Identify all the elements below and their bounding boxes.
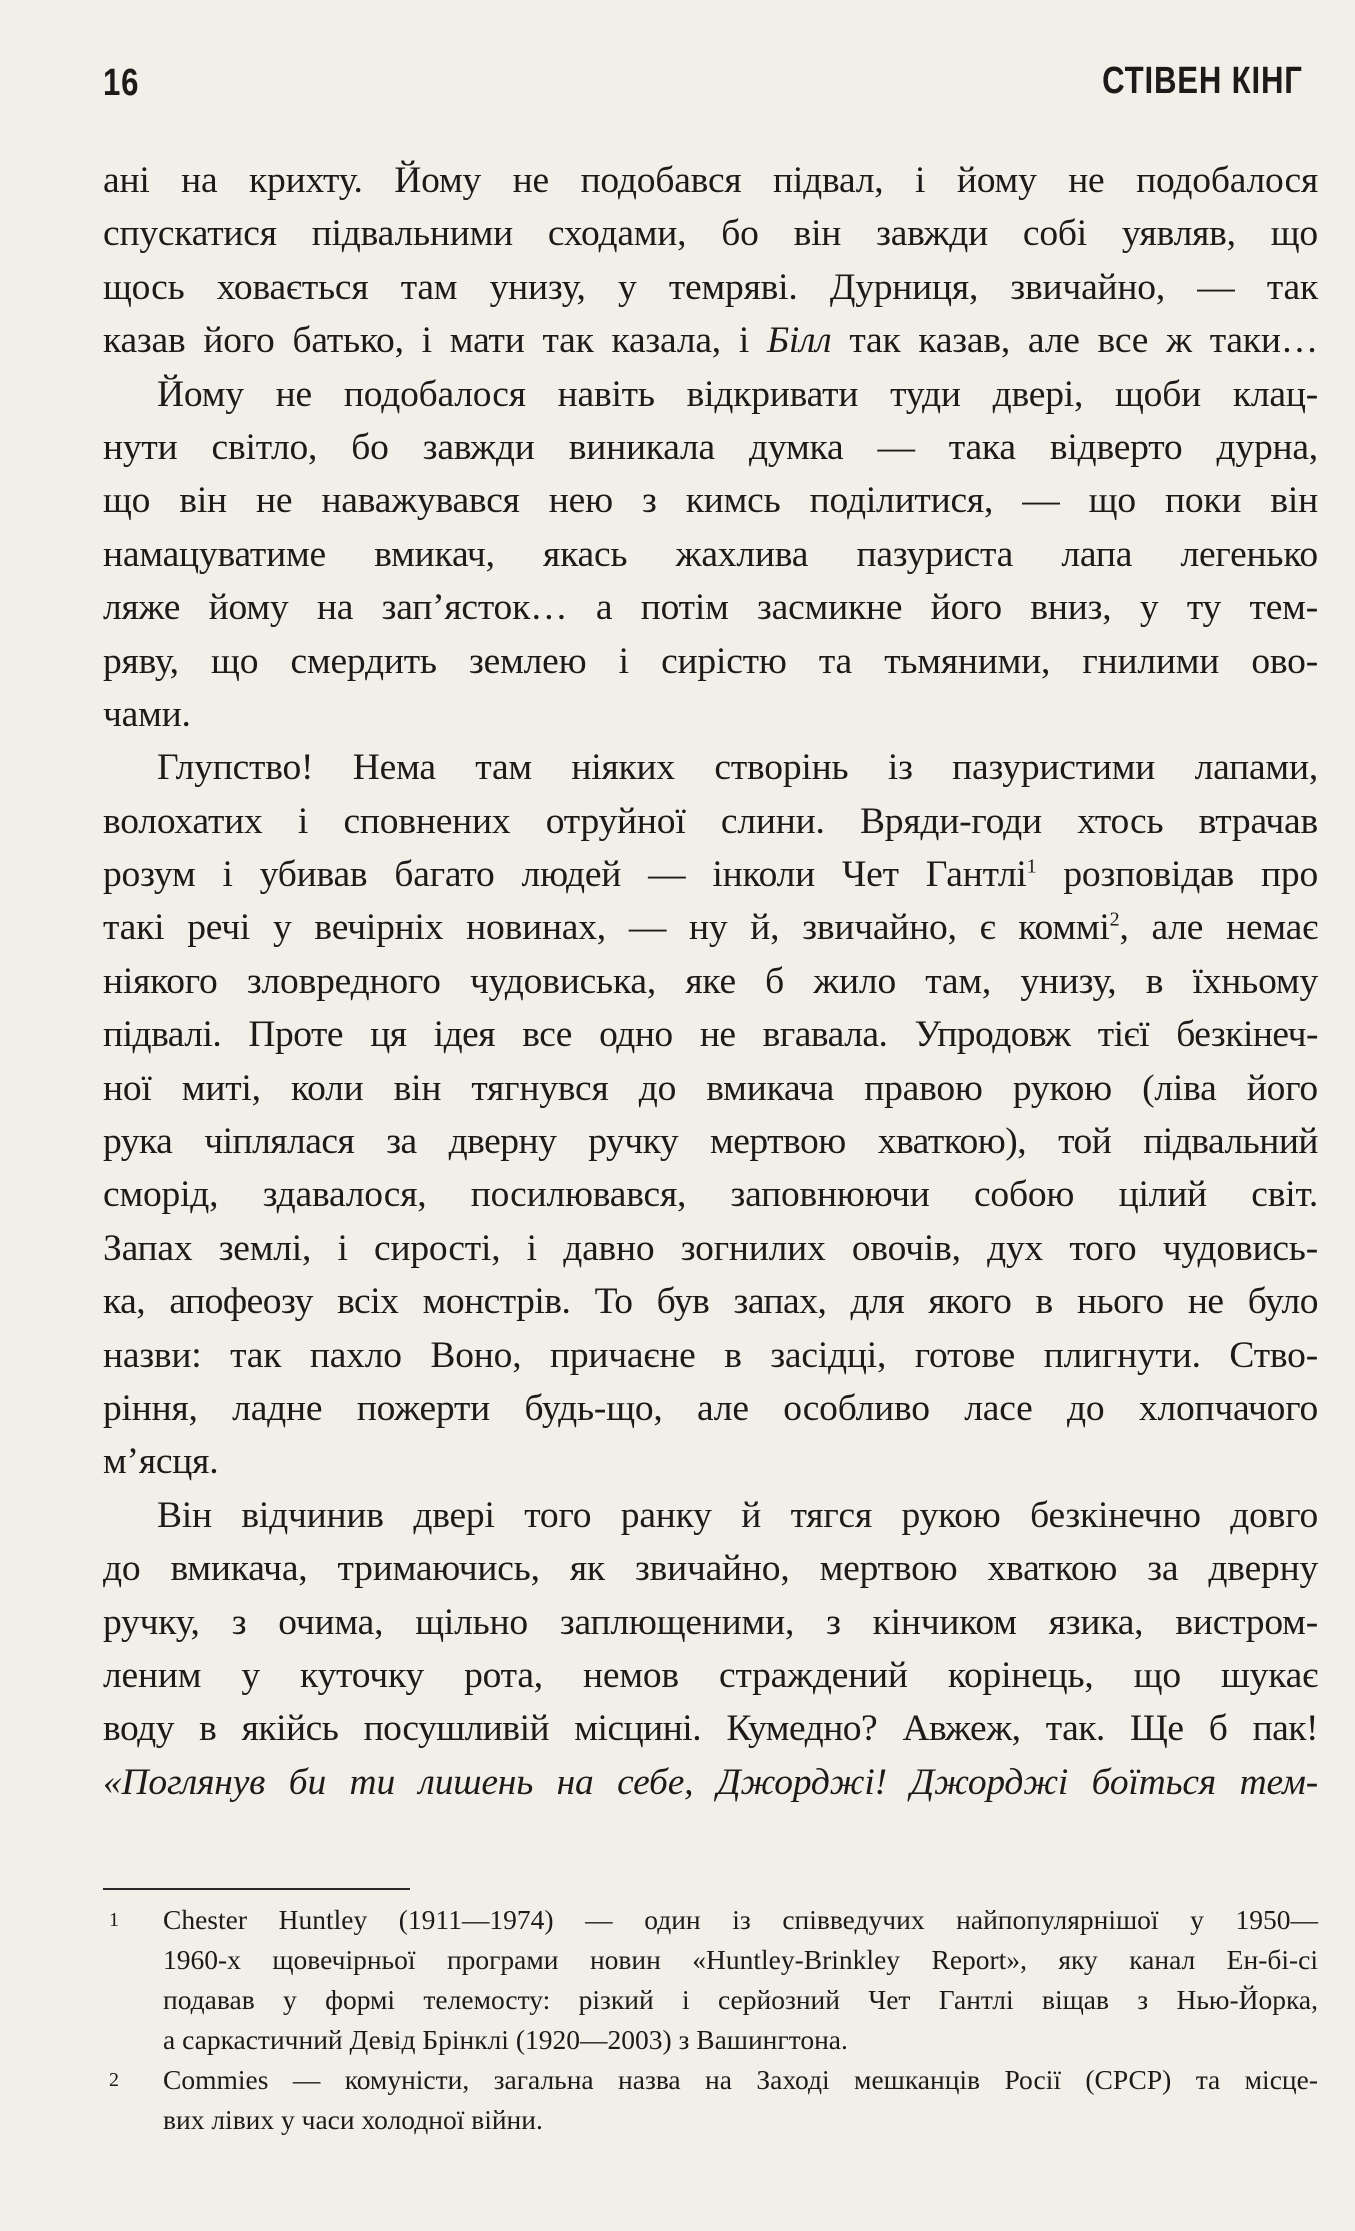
text-line [103,848,1318,901]
text-line: Глупство! Нема там ніяких створінь із пазуристими лапами, [157,747,1318,789]
text-run: розповідав про [1036,854,1318,896]
footnote-line: 1960-х щовечірньої програми новин «Huntley-Brinkley Report», яку канал Ен-бі-сі [163,1944,1318,1975]
text-line: ряву, що смердить землею і сирістю та тьмяними, гнилими ово- [103,640,1318,682]
text-line: нути світло, бо завжди виникала думка — така відверто дурна, [103,426,1318,468]
footnote-ref-2: 2 [1109,908,1120,931]
footnote-line: а саркастичний Девід Брінклі (1920—2003) з Вашингтона. [163,2024,848,2055]
running-head-author: СТІВЕН КІНГ [1102,60,1303,102]
text-line: Запах землі, і сирості, і давно зогнилих овочів, дух того чудовись- [103,1227,1318,1269]
text-line: ка, апофеозу всіх монстрів. То був запах, для якого в нього не було [103,1281,1318,1323]
text-line: назви: так пахло Воно, причаєне в засідці, готове плигнути. Ство- [103,1334,1318,1376]
text-line: сморід, здавалося, посилювався, заповнюючи собою цілий світ. [103,1174,1318,1216]
text-line: ніякого зловредного чудовиська, яке б жило там, унизу, в їхньому [103,960,1318,1002]
text-run: так казав, але все ж таки… [831,320,1318,362]
text-line [103,1756,1318,1809]
text-line: м’ясця. [103,1441,219,1483]
text-line: ляже йому на зап’ясток… а потім засмикне його вниз, у ту тем- [103,587,1318,629]
text-run: такі речі у вечірніх новинах, — ну й, звичайно, є коммі [103,907,1110,949]
footnote-ref-1: 1 [1026,855,1037,878]
footnotes [103,1900,1318,2140]
italic-quote: «Поглянув би ти лишень на себе, Джорджі! Джорджі боїться тем- [103,1761,1318,1803]
footnote-line [103,2060,1318,2100]
text-line: Він відчинив двері того ранку й тягся рукою безкінечно довго [157,1494,1318,1536]
text-line: намацуватиме вмикач, якась жахлива пазуриста лапа легенько [103,533,1318,575]
text-line [103,314,1318,367]
footnote-marker: 2 [109,2069,119,2091]
text-line: рука чіплялася за дверну ручку мертвою хваткою), той підвальний [103,1121,1318,1163]
footnote-rule [103,1888,410,1890]
text-line: що він не наважувався нею з кимсь поділитися, — що поки він [103,480,1318,522]
text-line: Йому не подобалося навіть відкривати туди двері, щоби клац- [157,373,1318,415]
text-line: до вмикача, тримаючись, як звичайно, мертвою хваткою за дверну [103,1548,1318,1590]
text-line: спускатися підвальними сходами, бо він завжди собі уявляв, що [103,213,1318,255]
text-run: розум і убивав багато людей — інколи Чет Гантлі [103,854,1027,896]
text-line: волохатих і сповнених отруйної слини. Вряди-годи хтось втрачав [103,800,1318,842]
text-line [103,901,1318,954]
footnote-text: Commies — комуністи, загальна назва на Заході мешканців Росії (СРСР) та місце- [163,2064,1318,2095]
text-line: щось ховається там унизу, у темряві. Дурниця, звичайно, — так [103,266,1318,308]
footnote-line: подавав у формі телемосту: різкий і серйозний Чет Гантлі віщав з Нью-Йорка, [163,1984,1318,2015]
page-number: 16 [103,62,140,104]
main-text [103,154,1318,1809]
text-line: ріння, ладне пожерти будь-що, але особливо ласе до хлопчачого [103,1387,1318,1429]
text-line: ручку, з очима, щільно заплющеними, з кінчиком язика, вистром- [103,1601,1318,1643]
footnote-line [103,1900,1318,1940]
text-run: , але немає [1119,907,1319,949]
text-line: підвалі. Проте ця ідея все одно не вгавала. Упродовж тієї безкінеч- [103,1014,1318,1056]
text-line: леним у куточку рота, немов страждений корінець, що шукає [103,1654,1318,1696]
footnote-line: вих лівих у часи холодної війни. [163,2104,543,2135]
italic-name: Білл [767,320,832,362]
text-run: казав його батько, і мати так казала, і [103,320,767,362]
text-line: воду в якійсь посушливій місцині. Кумедно? Авжеж, так. Ще б пак! [103,1708,1318,1750]
footnote-text: Chester Huntley (1911—1974) — один із співведучих найпопулярнішої у 1950— [163,1904,1318,1935]
text-line: ані на крихту. Йому не подобався підвал, і йому не подобалося [103,160,1318,201]
footnote-marker: 1 [109,1909,119,1931]
text-line: чами. [103,693,191,735]
text-line: ної миті, коли він тягнувся до вмикача правою рукою (ліва його [103,1067,1318,1109]
